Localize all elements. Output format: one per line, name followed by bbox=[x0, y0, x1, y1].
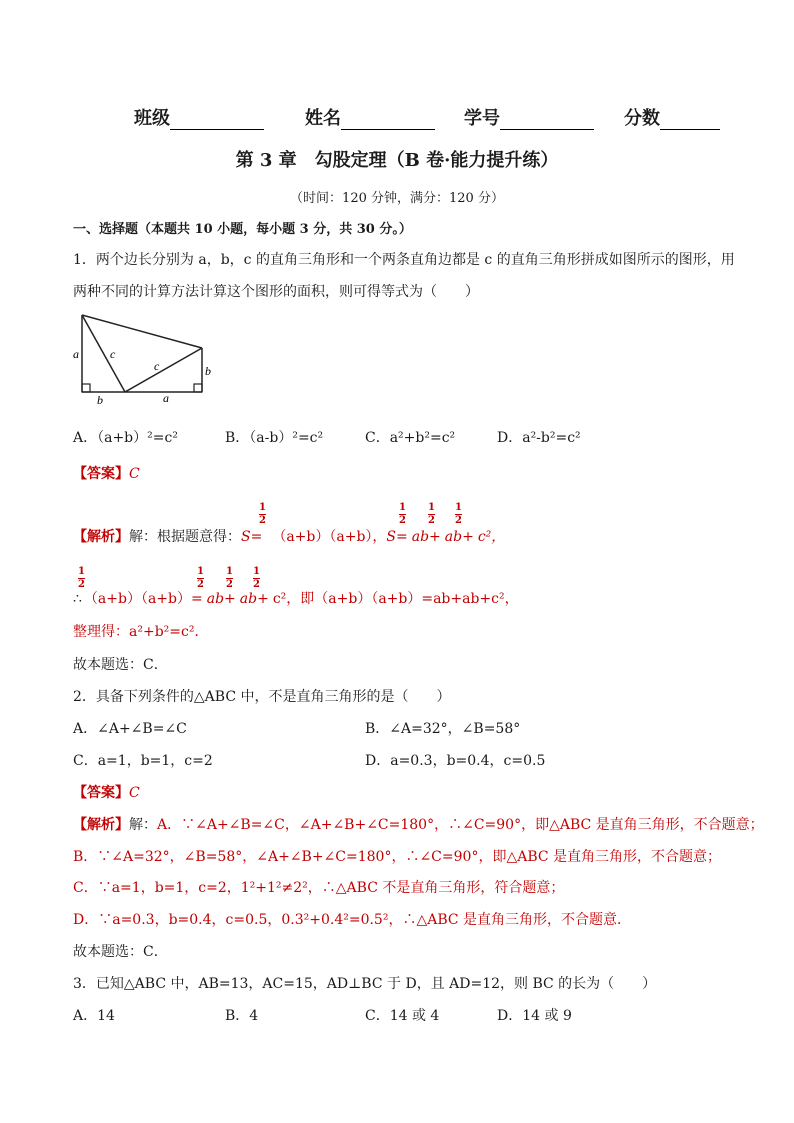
q1-analysis-ab2: ab+ bbox=[444, 529, 474, 545]
half-fraction: 1 2 bbox=[399, 502, 406, 526]
header-row bbox=[0, 104, 794, 128]
q1-option-a[interactable]: A．（a+b）²=c² bbox=[73, 430, 178, 446]
q2-analysis-line4: D．∵a=0.3，b=0.4，c=0.5，0.3²+0.4²=0.5²，∴△ABC 是直角三角形，不合题意． bbox=[73, 912, 632, 928]
q1-analysis-c2: c²， bbox=[477, 529, 506, 545]
page-subtitle: （时间：120 分钟，满分：120 分） bbox=[290, 191, 504, 206]
q2-analysis-line2: B．∵∠A=32°，∠B=58°，∠A+∠B+∠C=180°，∴∠C=90°，即△ABC 是直角三角形，不合题意； bbox=[73, 849, 722, 865]
q2-answer bbox=[73, 782, 140, 802]
q1-analysis-line2 bbox=[73, 588, 519, 608]
half-fraction: 1 2 bbox=[428, 502, 435, 526]
score-blank[interactable] bbox=[660, 111, 720, 130]
q3-option-b[interactable]: B．4 bbox=[225, 1008, 259, 1024]
q2-option-d[interactable]: D．a=0.3，b=0.4，c=0.5 bbox=[365, 753, 546, 769]
student-id-label: 学号 bbox=[464, 108, 500, 129]
q2-analysis-line1 bbox=[73, 814, 764, 834]
q1-analysis-label: 【解析】 bbox=[73, 529, 129, 545]
half-fraction: 1 2 bbox=[197, 566, 204, 590]
q1-answer-value: C bbox=[129, 466, 140, 482]
score-field bbox=[624, 104, 720, 130]
fig-label-c-diag: c bbox=[110, 347, 116, 361]
section-heading: 一、选择题（本题共 10 小题，每小题 3 分，共 30 分。） bbox=[73, 222, 412, 237]
fig-label-a-bottom: a bbox=[163, 391, 169, 405]
q2-stem: 2．具备下列条件的△ABC 中，不是直角三角形的是（ ） bbox=[73, 689, 451, 705]
q1-analysis-expr1: （a+b）（a+b）， bbox=[272, 529, 387, 545]
q1-answer bbox=[73, 463, 140, 483]
q2-option-a[interactable]: A．∠A+∠B=∠C bbox=[73, 721, 187, 737]
name-field bbox=[305, 104, 435, 130]
student-id-blank[interactable] bbox=[500, 111, 594, 130]
q1-analysis-ab3: ab+ bbox=[206, 591, 236, 607]
q1-analysis-ab4: ab+ bbox=[239, 591, 269, 607]
q3-stem: 3．已知△ABC 中，AB=13，AC=15，AD⊥BC 于 D，且 AD=12，则 BC 的长为（ ） bbox=[73, 976, 657, 992]
q1-analysis-line3: 整理得：a²+b²=c²． bbox=[73, 624, 209, 640]
half-fraction: 1 2 bbox=[78, 566, 85, 590]
q1-analysis-expr3: c²，即（a+b）（a+b）=ab+ab+c²， bbox=[272, 591, 519, 607]
q1-analysis-therefore: ∴ bbox=[73, 591, 82, 607]
half-fraction: 1 2 bbox=[253, 566, 260, 590]
class-label: 班级 bbox=[134, 108, 170, 129]
fig-label-b-bottom: b bbox=[97, 393, 103, 405]
q1-option-c[interactable]: C．a²+b²=c² bbox=[365, 430, 456, 446]
class-field bbox=[134, 104, 264, 130]
half-fraction: 1 2 bbox=[259, 502, 266, 526]
fig-label-c-mid: c bbox=[154, 359, 160, 373]
q2-option-c[interactable]: C．a=1，b=1，c=2 bbox=[73, 753, 213, 769]
half-fraction: 1 2 bbox=[226, 566, 233, 590]
q1-analysis-line1 bbox=[73, 526, 505, 546]
q2-analysis-label: 【解析】 bbox=[73, 817, 129, 833]
q2-answer-label: 【答案】 bbox=[73, 785, 129, 801]
q3-option-a[interactable]: A．14 bbox=[73, 1008, 115, 1024]
fig-label-b-right: b bbox=[205, 364, 211, 378]
q1-analysis-s2: S= bbox=[386, 529, 408, 545]
half-fraction: 1 2 bbox=[455, 502, 462, 526]
q1-option-b[interactable]: B．（a-b）²=c² bbox=[225, 430, 324, 446]
q1-stem-line1: 1．两个边长分别为 a，b，c 的直角三角形和一个两条直角边都是 c 的直角三角形拼成如图所示的图形，用 bbox=[73, 252, 735, 268]
q3-option-d[interactable]: D．14 或 9 bbox=[497, 1008, 572, 1024]
score-label: 分数 bbox=[624, 108, 660, 129]
q1-figure bbox=[70, 310, 220, 405]
student-id-field bbox=[464, 104, 594, 130]
page-title: 第 3 章 勾股定理（B 卷·能力提升练） bbox=[235, 150, 559, 171]
q1-analysis-line4: 故本题选：C． bbox=[73, 657, 168, 673]
q1-analysis-s1: S= bbox=[241, 529, 263, 545]
q3-option-c[interactable]: C．14 或 4 bbox=[365, 1008, 440, 1024]
name-blank[interactable] bbox=[341, 111, 435, 130]
q1-analysis-ab1: ab+ bbox=[411, 529, 441, 545]
q1-analysis-expr2: （a+b）（a+b）= bbox=[83, 591, 203, 607]
q1-stem-line2: 两种不同的计算方法计算这个图形的面积，则可得等式为（ ） bbox=[73, 284, 479, 300]
q2-analysis-line3: C．∵a=1，b=1，c=2，1²+1²≠2²，∴△ABC 不是直角三角形，符合题意； bbox=[73, 880, 565, 896]
q2-analysis-prefix: 解： bbox=[129, 817, 157, 833]
q2-analysis-a: A．∵∠A+∠B=∠C，∠A+∠B+∠C=180°，∴∠C=90°，即△ABC 是直角三角形，不合题意； bbox=[157, 817, 764, 833]
class-blank[interactable] bbox=[170, 111, 264, 130]
q2-option-b[interactable]: B．∠A=32°，∠B=58° bbox=[365, 721, 521, 737]
q2-answer-value: C bbox=[129, 785, 140, 801]
name-label: 姓名 bbox=[305, 108, 341, 129]
q2-analysis-line5: 故本题选：C． bbox=[73, 944, 168, 960]
q1-answer-label: 【答案】 bbox=[73, 466, 129, 482]
q1-analysis-text: 解：根据题意得： bbox=[129, 529, 241, 545]
fig-label-a-left: a bbox=[73, 347, 79, 361]
q1-option-d[interactable]: D．a²-b²=c² bbox=[497, 430, 581, 446]
